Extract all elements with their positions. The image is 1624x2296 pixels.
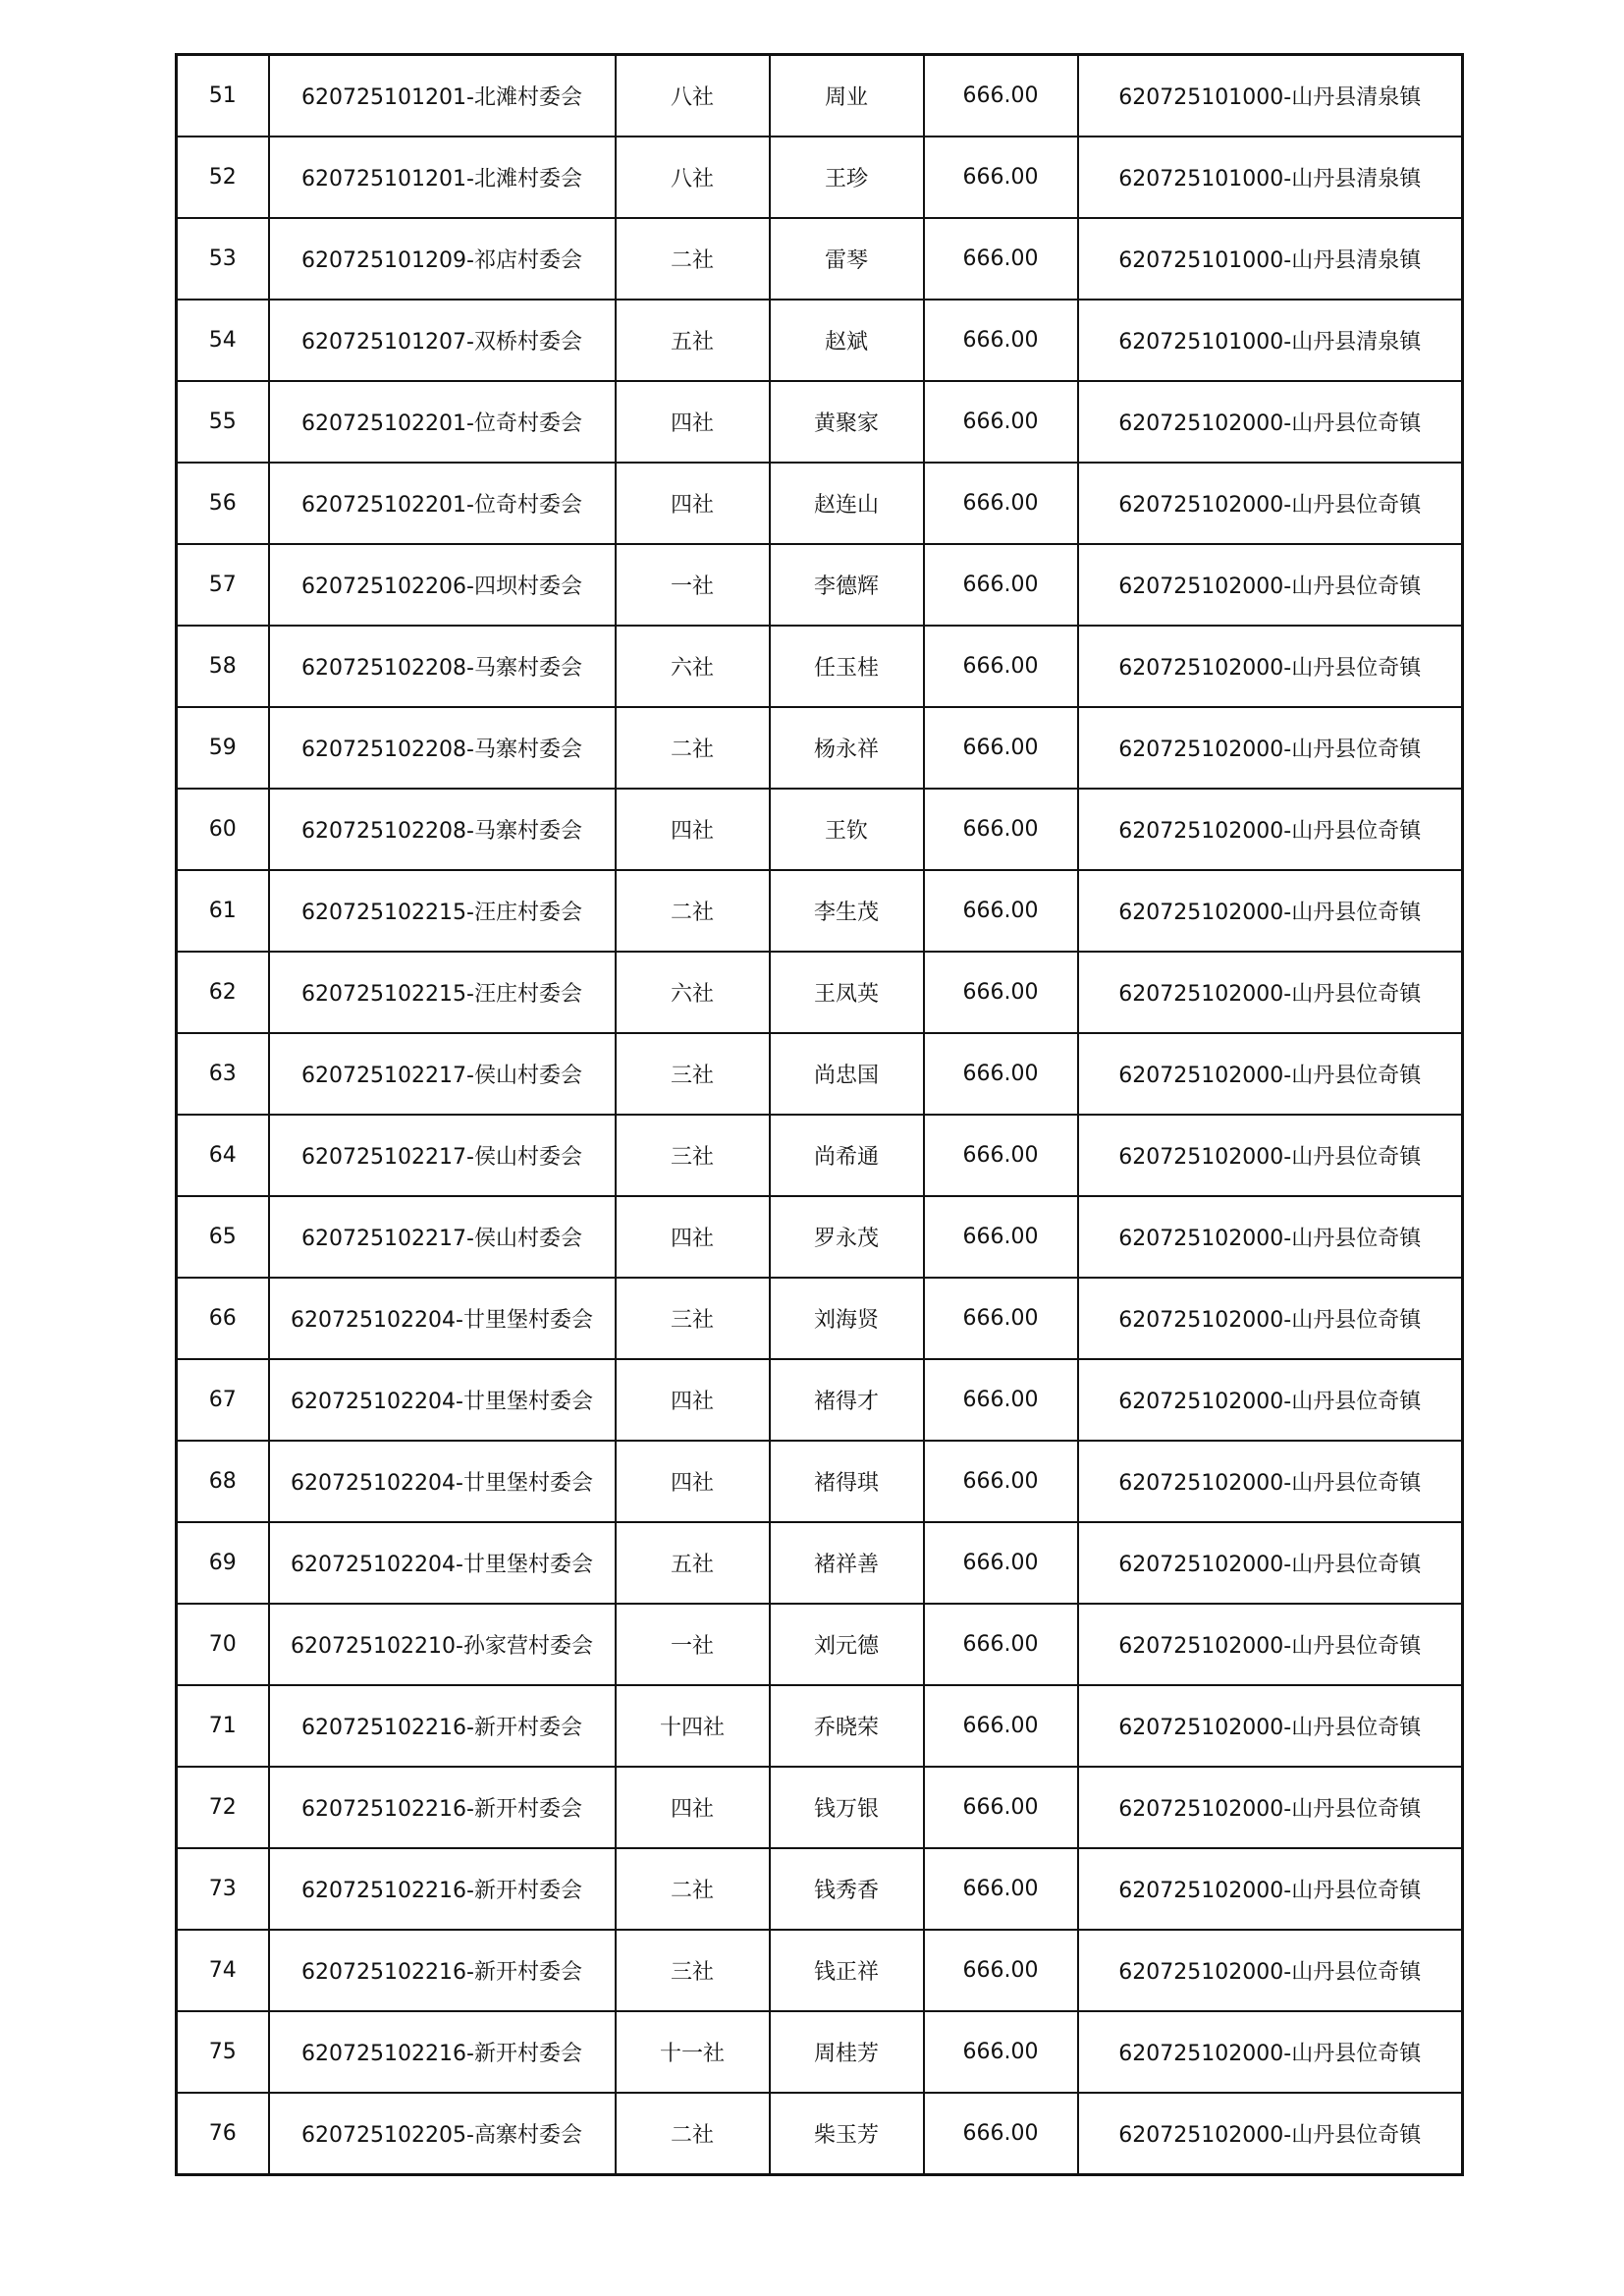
table-row (177, 952, 1463, 1033)
table-row (177, 1604, 1463, 1685)
village-committee-cell: 620725102208-马寨村委会 (269, 707, 616, 789)
group-cell: 四社 (616, 1767, 770, 1848)
row-number-cell: 69 (177, 1522, 269, 1604)
table-row (177, 789, 1463, 870)
table-row (177, 707, 1463, 789)
name-cell: 周业 (770, 55, 924, 137)
row-number-cell: 63 (177, 1033, 269, 1115)
group-cell: 六社 (616, 952, 770, 1033)
amount-cell: 666.00 (924, 1848, 1078, 1930)
amount-cell: 666.00 (924, 952, 1078, 1033)
name-cell: 褚祥善 (770, 1522, 924, 1604)
amount-cell: 666.00 (924, 1359, 1078, 1441)
table-row (177, 1930, 1463, 2011)
row-number-cell: 62 (177, 952, 269, 1033)
name-cell: 赵斌 (770, 300, 924, 381)
amount-cell: 666.00 (924, 789, 1078, 870)
table-row (177, 1522, 1463, 1604)
amount-cell: 666.00 (924, 1685, 1078, 1767)
town-cell: 620725102000-山丹县位奇镇 (1078, 1604, 1463, 1685)
town-cell: 620725102000-山丹县位奇镇 (1078, 1767, 1463, 1848)
row-number-cell: 61 (177, 870, 269, 952)
name-cell: 柴玉芳 (770, 2093, 924, 2175)
group-cell: 一社 (616, 1604, 770, 1685)
amount-cell: 666.00 (924, 1767, 1078, 1848)
group-cell: 四社 (616, 789, 770, 870)
name-cell: 王珍 (770, 137, 924, 218)
row-number-cell: 54 (177, 300, 269, 381)
town-cell: 620725101000-山丹县清泉镇 (1078, 137, 1463, 218)
village-committee-cell: 620725102201-位奇村委会 (269, 463, 616, 544)
row-number-cell: 71 (177, 1685, 269, 1767)
table-row (177, 463, 1463, 544)
village-committee-cell: 620725102216-新开村委会 (269, 1767, 616, 1848)
town-cell: 620725102000-山丹县位奇镇 (1078, 1278, 1463, 1359)
roster-table (175, 53, 1464, 2176)
table-row (177, 1848, 1463, 1930)
name-cell: 李生茂 (770, 870, 924, 952)
group-cell: 五社 (616, 1522, 770, 1604)
town-cell: 620725102000-山丹县位奇镇 (1078, 1196, 1463, 1278)
town-cell: 620725101000-山丹县清泉镇 (1078, 218, 1463, 300)
row-number-cell: 58 (177, 626, 269, 707)
row-number-cell: 73 (177, 1848, 269, 1930)
town-cell: 620725102000-山丹县位奇镇 (1078, 1685, 1463, 1767)
row-number-cell: 53 (177, 218, 269, 300)
town-cell: 620725101000-山丹县清泉镇 (1078, 55, 1463, 137)
name-cell: 周桂芳 (770, 2011, 924, 2093)
table-row (177, 626, 1463, 707)
group-cell: 四社 (616, 463, 770, 544)
group-cell: 二社 (616, 218, 770, 300)
table-row (177, 1278, 1463, 1359)
group-cell: 八社 (616, 137, 770, 218)
village-committee-cell: 620725102216-新开村委会 (269, 2011, 616, 2093)
group-cell: 四社 (616, 1196, 770, 1278)
town-cell: 620725102000-山丹县位奇镇 (1078, 2093, 1463, 2175)
group-cell: 五社 (616, 300, 770, 381)
village-committee-cell: 620725102210-孙家营村委会 (269, 1604, 616, 1685)
amount-cell: 666.00 (924, 1278, 1078, 1359)
town-cell: 620725102000-山丹县位奇镇 (1078, 952, 1463, 1033)
table-row (177, 1196, 1463, 1278)
amount-cell: 666.00 (924, 1522, 1078, 1604)
group-cell: 二社 (616, 707, 770, 789)
name-cell: 钱秀香 (770, 1848, 924, 1930)
amount-cell: 666.00 (924, 381, 1078, 463)
row-number-cell: 55 (177, 381, 269, 463)
name-cell: 褚得琪 (770, 1441, 924, 1522)
row-number-cell: 74 (177, 1930, 269, 2011)
village-committee-cell: 620725102204-廿里堡村委会 (269, 1278, 616, 1359)
name-cell: 黄聚家 (770, 381, 924, 463)
amount-cell: 666.00 (924, 1441, 1078, 1522)
village-committee-cell: 620725102206-四坝村委会 (269, 544, 616, 626)
village-committee-cell: 620725102217-侯山村委会 (269, 1196, 616, 1278)
village-committee-cell: 620725102208-马寨村委会 (269, 626, 616, 707)
group-cell: 四社 (616, 1359, 770, 1441)
village-committee-cell: 620725101207-双桥村委会 (269, 300, 616, 381)
row-number-cell: 68 (177, 1441, 269, 1522)
amount-cell: 666.00 (924, 2093, 1078, 2175)
village-committee-cell: 620725102215-汪庄村委会 (269, 952, 616, 1033)
amount-cell: 666.00 (924, 218, 1078, 300)
table-row (177, 55, 1463, 137)
name-cell: 雷琴 (770, 218, 924, 300)
amount-cell: 666.00 (924, 544, 1078, 626)
amount-cell: 666.00 (924, 1930, 1078, 2011)
amount-cell: 666.00 (924, 1604, 1078, 1685)
table-row (177, 1359, 1463, 1441)
name-cell: 任玉桂 (770, 626, 924, 707)
table-row (177, 870, 1463, 952)
town-cell: 620725102000-山丹县位奇镇 (1078, 1522, 1463, 1604)
town-cell: 620725102000-山丹县位奇镇 (1078, 1115, 1463, 1196)
town-cell: 620725102000-山丹县位奇镇 (1078, 870, 1463, 952)
row-number-cell: 65 (177, 1196, 269, 1278)
table-row (177, 2093, 1463, 2175)
town-cell: 620725102000-山丹县位奇镇 (1078, 707, 1463, 789)
name-cell: 罗永茂 (770, 1196, 924, 1278)
group-cell: 十四社 (616, 1685, 770, 1767)
row-number-cell: 60 (177, 789, 269, 870)
amount-cell: 666.00 (924, 626, 1078, 707)
group-cell: 二社 (616, 2093, 770, 2175)
name-cell: 李德辉 (770, 544, 924, 626)
name-cell: 王钦 (770, 789, 924, 870)
table-row (177, 544, 1463, 626)
amount-cell: 666.00 (924, 300, 1078, 381)
row-number-cell: 51 (177, 55, 269, 137)
table-row (177, 1441, 1463, 1522)
row-number-cell: 59 (177, 707, 269, 789)
village-committee-cell: 620725102217-侯山村委会 (269, 1115, 616, 1196)
village-committee-cell: 620725102205-高寨村委会 (269, 2093, 616, 2175)
town-cell: 620725102000-山丹县位奇镇 (1078, 1359, 1463, 1441)
town-cell: 620725102000-山丹县位奇镇 (1078, 1033, 1463, 1115)
amount-cell: 666.00 (924, 1115, 1078, 1196)
amount-cell: 666.00 (924, 707, 1078, 789)
table-row (177, 1115, 1463, 1196)
row-number-cell: 70 (177, 1604, 269, 1685)
row-number-cell: 56 (177, 463, 269, 544)
amount-cell: 666.00 (924, 2011, 1078, 2093)
town-cell: 620725102000-山丹县位奇镇 (1078, 2011, 1463, 2093)
name-cell: 褚得才 (770, 1359, 924, 1441)
row-number-cell: 72 (177, 1767, 269, 1848)
roster-table-body (177, 55, 1463, 2175)
village-committee-cell: 620725102216-新开村委会 (269, 1848, 616, 1930)
town-cell: 620725102000-山丹县位奇镇 (1078, 789, 1463, 870)
amount-cell: 666.00 (924, 1196, 1078, 1278)
table-row (177, 137, 1463, 218)
town-cell: 620725102000-山丹县位奇镇 (1078, 1930, 1463, 2011)
town-cell: 620725102000-山丹县位奇镇 (1078, 381, 1463, 463)
group-cell: 四社 (616, 1441, 770, 1522)
village-committee-cell: 620725101201-北滩村委会 (269, 55, 616, 137)
table-row (177, 1767, 1463, 1848)
village-committee-cell: 620725102204-廿里堡村委会 (269, 1522, 616, 1604)
row-number-cell: 76 (177, 2093, 269, 2175)
name-cell: 杨永祥 (770, 707, 924, 789)
name-cell: 刘海贤 (770, 1278, 924, 1359)
name-cell: 尚忠国 (770, 1033, 924, 1115)
town-cell: 620725101000-山丹县清泉镇 (1078, 300, 1463, 381)
row-number-cell: 64 (177, 1115, 269, 1196)
village-committee-cell: 620725102208-马寨村委会 (269, 789, 616, 870)
table-row (177, 218, 1463, 300)
group-cell: 十一社 (616, 2011, 770, 2093)
table-row (177, 2011, 1463, 2093)
amount-cell: 666.00 (924, 463, 1078, 544)
row-number-cell: 67 (177, 1359, 269, 1441)
table-row (177, 300, 1463, 381)
name-cell: 王凤英 (770, 952, 924, 1033)
group-cell: 六社 (616, 626, 770, 707)
village-committee-cell: 620725101209-祁店村委会 (269, 218, 616, 300)
village-committee-cell: 620725102216-新开村委会 (269, 1685, 616, 1767)
table-row (177, 1685, 1463, 1767)
group-cell: 二社 (616, 870, 770, 952)
row-number-cell: 66 (177, 1278, 269, 1359)
group-cell: 二社 (616, 1848, 770, 1930)
name-cell: 赵连山 (770, 463, 924, 544)
table-row (177, 1033, 1463, 1115)
village-committee-cell: 620725102204-廿里堡村委会 (269, 1359, 616, 1441)
row-number-cell: 57 (177, 544, 269, 626)
name-cell: 钱正祥 (770, 1930, 924, 2011)
village-committee-cell: 620725102215-汪庄村委会 (269, 870, 616, 952)
name-cell: 刘元德 (770, 1604, 924, 1685)
town-cell: 620725102000-山丹县位奇镇 (1078, 1441, 1463, 1522)
amount-cell: 666.00 (924, 1033, 1078, 1115)
group-cell: 三社 (616, 1278, 770, 1359)
group-cell: 八社 (616, 55, 770, 137)
village-committee-cell: 620725102204-廿里堡村委会 (269, 1441, 616, 1522)
amount-cell: 666.00 (924, 55, 1078, 137)
village-committee-cell: 620725101201-北滩村委会 (269, 137, 616, 218)
row-number-cell: 52 (177, 137, 269, 218)
group-cell: 一社 (616, 544, 770, 626)
group-cell: 三社 (616, 1930, 770, 2011)
town-cell: 620725102000-山丹县位奇镇 (1078, 463, 1463, 544)
table-row (177, 381, 1463, 463)
group-cell: 四社 (616, 381, 770, 463)
village-committee-cell: 620725102216-新开村委会 (269, 1930, 616, 2011)
town-cell: 620725102000-山丹县位奇镇 (1078, 626, 1463, 707)
name-cell: 尚希通 (770, 1115, 924, 1196)
group-cell: 三社 (616, 1115, 770, 1196)
town-cell: 620725102000-山丹县位奇镇 (1078, 544, 1463, 626)
group-cell: 三社 (616, 1033, 770, 1115)
town-cell: 620725102000-山丹县位奇镇 (1078, 1848, 1463, 1930)
amount-cell: 666.00 (924, 137, 1078, 218)
village-committee-cell: 620725102217-侯山村委会 (269, 1033, 616, 1115)
amount-cell: 666.00 (924, 870, 1078, 952)
name-cell: 乔晓荣 (770, 1685, 924, 1767)
name-cell: 钱万银 (770, 1767, 924, 1848)
row-number-cell: 75 (177, 2011, 269, 2093)
village-committee-cell: 620725102201-位奇村委会 (269, 381, 616, 463)
